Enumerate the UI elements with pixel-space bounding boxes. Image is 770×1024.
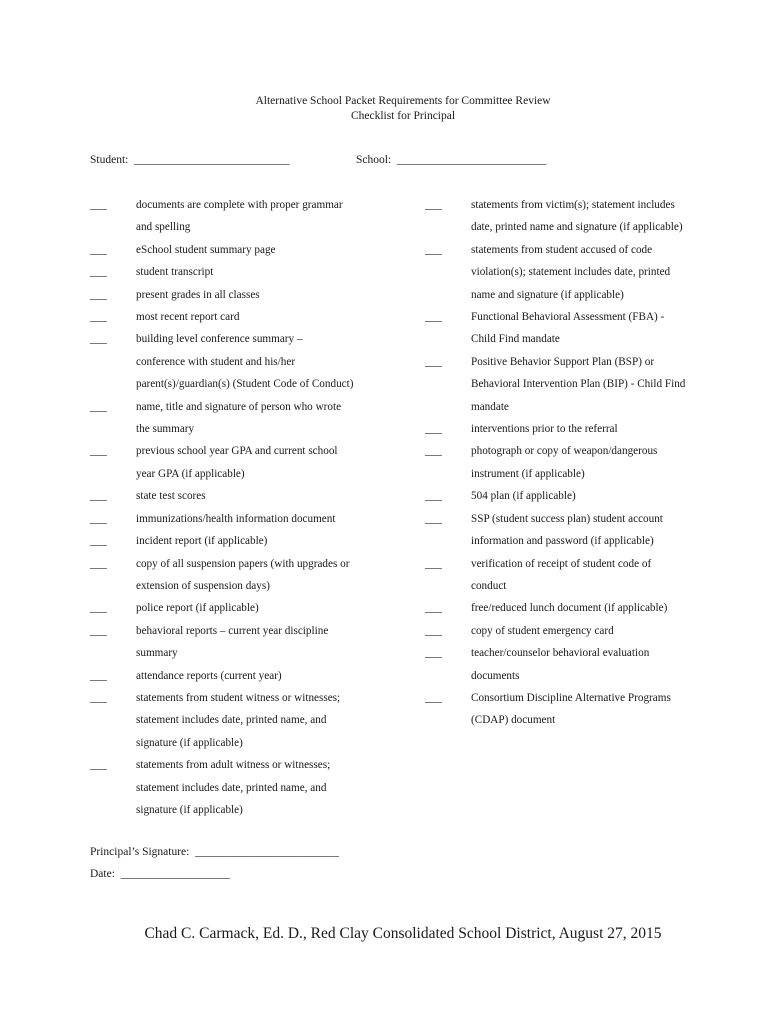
checklist-item-text: police report (if applicable) bbox=[136, 602, 259, 615]
checklist-item bbox=[425, 642, 725, 687]
checklist-item bbox=[90, 396, 410, 441]
checklist-item bbox=[90, 239, 410, 261]
checklist-item-text: behavioral reports – current year discipline summary bbox=[136, 624, 329, 660]
checkbox-blank[interactable]: ___ bbox=[90, 691, 107, 704]
checkbox-blank[interactable]: ___ bbox=[425, 423, 442, 436]
checkbox-blank[interactable]: ___ bbox=[425, 512, 442, 525]
checkbox-blank[interactable]: ___ bbox=[425, 602, 442, 615]
checklist-item-text: verification of receipt of student code of conduct bbox=[471, 557, 652, 592]
checkbox-blank[interactable]: ___ bbox=[425, 445, 442, 458]
checkbox-blank[interactable]: ___ bbox=[90, 535, 107, 548]
checklist-item bbox=[90, 754, 410, 821]
checklist-item-text: teacher/counselor behavioral evaluation documents bbox=[471, 647, 650, 682]
checklist-item-text: 504 plan (if applicable) bbox=[471, 490, 576, 503]
checklist-item bbox=[425, 508, 725, 553]
checklist-item-text: statements from student witness or witnesses; statement includes date, printed name, and signature (if applicable) bbox=[136, 691, 341, 749]
checklist-item-text: present grades in all classes bbox=[136, 288, 260, 301]
checkbox-blank[interactable]: ___ bbox=[425, 311, 442, 324]
checkbox-blank[interactable]: ___ bbox=[90, 759, 107, 772]
checklist-item-text: interventions prior to the referral bbox=[471, 423, 618, 436]
checklist-item bbox=[90, 553, 410, 598]
checklist-item bbox=[425, 440, 725, 485]
checklist-item-text: copy of student emergency card bbox=[471, 624, 614, 637]
checkbox-blank[interactable]: ___ bbox=[90, 311, 107, 324]
checklist-item bbox=[425, 597, 725, 619]
checklist-item-text: name, title and signature of person who wrote the summary bbox=[136, 400, 342, 436]
checklist-item-text: previous school year GPA and current school year GPA (if applicable) bbox=[136, 445, 338, 480]
checklist-item-text: documents are complete with proper grammar and spelling bbox=[136, 199, 343, 234]
checklist-item bbox=[90, 194, 410, 239]
checkbox-blank[interactable]: ___ bbox=[425, 647, 442, 660]
checklist-item-text: statements from student accused of code violation(s); statement includes date, printed name and signature (if applicable) bbox=[471, 243, 671, 301]
checklist-item-text: photograph or copy of weapon/dangerous instrument (if applicable) bbox=[471, 445, 658, 480]
principal-signature-field[interactable]: Principal’s Signature: _________________________ bbox=[90, 846, 339, 858]
checklist-item bbox=[90, 440, 410, 485]
checklist-item-text: statements from adult witness or witnesses; statement includes date, printed name, and signature (if applicable) bbox=[136, 759, 331, 816]
checkbox-blank[interactable]: ___ bbox=[425, 355, 442, 368]
checklist-item bbox=[90, 530, 410, 552]
checkbox-blank[interactable]: ___ bbox=[90, 445, 107, 458]
date-field[interactable]: Date: ___________________ bbox=[90, 868, 230, 880]
checklist-item-text: student transcript bbox=[136, 266, 214, 279]
checkbox-blank[interactable]: ___ bbox=[90, 669, 107, 682]
checklist-right-column bbox=[425, 194, 725, 732]
checkbox-blank[interactable]: ___ bbox=[90, 557, 107, 570]
checkbox-blank[interactable]: ___ bbox=[90, 602, 107, 615]
checkbox-blank[interactable]: ___ bbox=[90, 512, 107, 525]
checklist-item bbox=[90, 306, 410, 328]
document-subtitle: Checklist for Principal bbox=[350, 110, 456, 122]
student-field[interactable]: Student: ___________________________ bbox=[90, 154, 290, 166]
checklist-item-text: building level conference summary – conference with student and his/her parent(s)/guardian(s) (Student Code of Conduct) bbox=[136, 333, 354, 391]
checklist-item bbox=[90, 485, 410, 507]
checkbox-blank[interactable]: ___ bbox=[425, 624, 442, 637]
checklist-item bbox=[425, 485, 725, 507]
checklist-left-column bbox=[90, 194, 410, 821]
checklist-item bbox=[90, 665, 410, 687]
checklist-item-text: SSP (student success plan) student account information and password (if applicable) bbox=[471, 512, 663, 548]
checkbox-blank[interactable]: ___ bbox=[425, 199, 442, 211]
checklist-item bbox=[425, 306, 725, 351]
document-title: Alternative School Packet Requirements for Committee Review bbox=[255, 95, 551, 107]
checkbox-blank[interactable]: ___ bbox=[90, 288, 107, 301]
checklist-item-text: eSchool student summary page bbox=[136, 243, 276, 256]
checklist-item-text: immunizations/health information document bbox=[136, 512, 336, 525]
checklist-item bbox=[90, 261, 410, 283]
checklist-item bbox=[425, 418, 725, 440]
checklist-item bbox=[425, 553, 725, 598]
checklist-item-text: most recent report card bbox=[136, 311, 240, 324]
checklist-item-text: Consortium Discipline Alternative Programs (CDAP) document bbox=[471, 691, 671, 727]
checkbox-blank[interactable]: ___ bbox=[425, 557, 442, 570]
checkbox-blank[interactable]: ___ bbox=[90, 333, 107, 346]
checklist-item-text: statements from victim(s); statement includes date, printed name and signature (if applicable) bbox=[471, 199, 683, 234]
footer-attribution: Chad C. Carmack, Ed. D., Red Clay Consolidated School District, August 27, 2015 bbox=[144, 925, 662, 942]
checklist-item bbox=[90, 328, 410, 395]
checklist-item-text: incident report (if applicable) bbox=[136, 535, 268, 548]
checklist-item bbox=[425, 351, 725, 418]
checkbox-blank[interactable]: ___ bbox=[425, 243, 442, 256]
checklist-item-text: free/reduced lunch document (if applicable) bbox=[471, 602, 668, 615]
checkbox-blank[interactable]: ___ bbox=[90, 266, 107, 279]
checkbox-blank[interactable]: ___ bbox=[425, 691, 442, 704]
checklist-item bbox=[90, 508, 410, 530]
checklist-item-text: copy of all suspension papers (with upgrades or extension of suspension days) bbox=[136, 557, 350, 592]
checklist-item bbox=[425, 620, 725, 642]
checklist-item-text: Functional Behavioral Assessment (FBA) - Child Find mandate bbox=[471, 311, 665, 346]
checkbox-blank[interactable]: ___ bbox=[90, 490, 107, 503]
school-field[interactable]: School: __________________________ bbox=[356, 154, 547, 166]
checkbox-blank[interactable]: ___ bbox=[90, 199, 107, 211]
checkbox-blank[interactable]: ___ bbox=[90, 400, 107, 413]
checklist-item bbox=[425, 687, 725, 732]
checklist-item bbox=[90, 597, 410, 619]
checklist-item-text: Positive Behavior Support Plan (BSP) or Behavioral Intervention Plan (BIP) - Child Find mandate bbox=[471, 355, 686, 413]
checklist-item bbox=[90, 284, 410, 306]
checklist-item-text: state test scores bbox=[136, 490, 206, 503]
checklist-item bbox=[425, 239, 725, 306]
checklist-item-text: attendance reports (current year) bbox=[136, 669, 282, 682]
checklist-item bbox=[425, 194, 725, 239]
checklist-item bbox=[90, 620, 410, 665]
checkbox-blank[interactable]: ___ bbox=[90, 624, 107, 637]
checkbox-blank[interactable]: ___ bbox=[90, 243, 107, 256]
checkbox-blank[interactable]: ___ bbox=[425, 490, 442, 503]
checklist-item bbox=[90, 687, 410, 754]
